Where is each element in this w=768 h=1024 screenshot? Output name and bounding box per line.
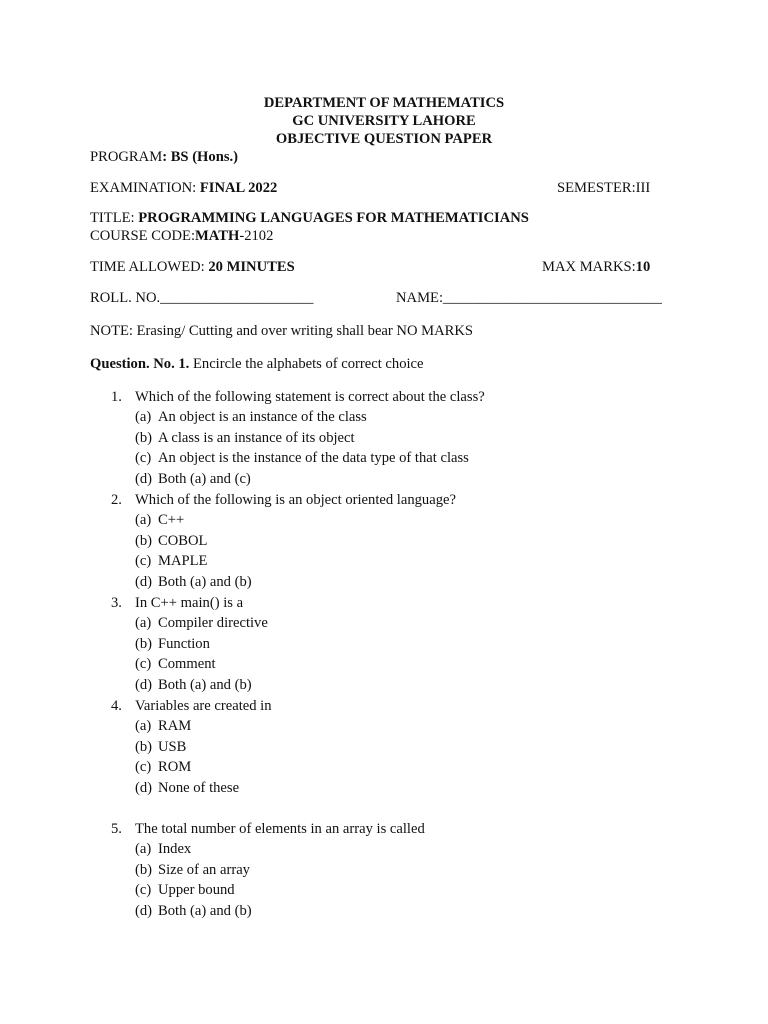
question-item — [111, 819, 425, 840]
option-label: (a) — [135, 409, 152, 426]
option-item — [135, 634, 210, 655]
examination-line — [90, 179, 277, 197]
option-item — [135, 880, 235, 901]
option-text: Upper bound — [158, 882, 235, 899]
course-code-bold: MATH — [195, 228, 240, 244]
option-text: RAM — [158, 718, 192, 735]
option-label: (b) — [135, 429, 153, 446]
program-value: : BS (Hons.) — [162, 149, 239, 165]
course-code-rest: -2102 — [239, 228, 274, 244]
examination-label: EXAMINATION: — [90, 180, 200, 196]
examination-value: FINAL 2022 — [199, 180, 278, 196]
option-item — [135, 901, 252, 922]
option-label: (a) — [135, 718, 152, 735]
option-text: COBOL — [158, 532, 208, 549]
option-item — [135, 448, 469, 469]
option-item — [135, 531, 207, 552]
course-code-line — [90, 227, 273, 245]
program-label: PROGRAM — [90, 149, 163, 165]
question-item — [111, 593, 243, 614]
paper-heading: OBJECTIVE QUESTION PAPER — [275, 131, 493, 147]
title-label: TITLE: — [90, 210, 139, 226]
name-field: NAME:______________________________ — [396, 290, 662, 306]
question-item — [111, 490, 456, 511]
question-number: 4. — [111, 697, 122, 714]
max-marks-value: 10 — [635, 259, 651, 275]
option-item — [135, 428, 355, 449]
title-value: PROGRAMMING LANGUAGES FOR MATHEMATICIANS — [138, 210, 529, 226]
option-label: (b) — [135, 861, 153, 878]
option-text: Both (a) and (b) — [158, 902, 252, 919]
question-number: 1. — [111, 388, 122, 405]
option-item — [135, 407, 367, 428]
title-line — [90, 209, 529, 227]
semester-text: SEMESTER:III — [557, 180, 651, 196]
option-label: (d) — [135, 573, 153, 590]
question-text: In C++ main() is a — [135, 594, 244, 611]
option-item — [135, 675, 252, 696]
question-item — [111, 387, 485, 408]
question-heading-number: Question. No. 1. — [90, 356, 190, 372]
university-heading: GC UNIVERSITY LAHORE — [292, 113, 476, 129]
option-label: (b) — [135, 635, 153, 652]
question-number: 5. — [111, 820, 122, 837]
option-text: C++ — [158, 512, 185, 529]
option-text: USB — [158, 738, 187, 755]
note-text: NOTE: Erasing/ Cutting and over writing shall bear NO MARKS — [90, 323, 474, 339]
option-text: Both (a) and (b) — [158, 676, 252, 693]
roll-no-field: ROLL. NO._____________________ — [90, 290, 314, 306]
question-number: 2. — [111, 491, 122, 508]
option-text: Size of an array — [158, 861, 250, 878]
question-item — [111, 696, 272, 717]
max-marks-line — [542, 258, 650, 276]
option-text: MAPLE — [158, 553, 208, 570]
option-label: (a) — [135, 841, 152, 858]
option-item — [135, 737, 186, 758]
option-item — [135, 510, 184, 531]
question-number: 3. — [111, 594, 122, 611]
option-item — [135, 716, 191, 737]
option-label: (a) — [135, 615, 152, 632]
option-label: (b) — [135, 532, 153, 549]
option-text: Index — [158, 841, 192, 858]
max-marks-label: MAX MARKS: — [542, 259, 636, 275]
option-label: (c) — [135, 882, 152, 899]
option-text: An object is an instance of the class — [158, 409, 367, 426]
option-label: (d) — [135, 902, 153, 919]
option-item — [135, 757, 191, 778]
option-label: (d) — [135, 470, 153, 487]
option-label: (c) — [135, 553, 152, 570]
option-label: (d) — [135, 779, 153, 796]
option-label: (d) — [135, 676, 153, 693]
option-item — [135, 469, 251, 490]
option-item — [135, 613, 268, 634]
option-item — [135, 572, 252, 593]
option-item — [135, 860, 250, 881]
option-text: Both (a) and (c) — [158, 470, 251, 487]
option-item — [135, 778, 239, 799]
option-text: Both (a) and (b) — [158, 573, 252, 590]
option-text: None of these — [158, 779, 240, 796]
option-item — [135, 654, 216, 675]
option-item — [135, 551, 207, 572]
question-heading — [90, 355, 424, 373]
option-text: Compiler directive — [158, 615, 268, 632]
question-text: The total number of elements in an array is called — [135, 820, 425, 837]
time-allowed-line — [90, 258, 295, 276]
department-heading: DEPARTMENT OF MATHEMATICS — [263, 95, 505, 111]
option-text: An object is the instance of the data type of that class — [158, 450, 469, 467]
option-text: A class is an instance of its object — [158, 429, 355, 446]
question-text: Which of the following statement is correct about the class? — [135, 388, 485, 405]
question-text: Which of the following is an object oriented language? — [135, 491, 456, 508]
program-line — [90, 148, 238, 166]
option-label: (a) — [135, 512, 152, 529]
course-code-label: COURSE CODE: — [90, 228, 196, 244]
option-label: (c) — [135, 759, 152, 776]
time-allowed-label: TIME ALLOWED: — [90, 259, 209, 275]
option-item — [135, 839, 191, 860]
option-text: Function — [158, 635, 210, 652]
question-heading-instruction: Encircle the alphabets of correct choice — [189, 356, 424, 372]
option-label: (c) — [135, 450, 152, 467]
time-allowed-value: 20 MINUTES — [208, 259, 295, 275]
option-label: (c) — [135, 656, 152, 673]
question-text: Variables are created in — [135, 697, 272, 714]
option-text: Comment — [158, 656, 216, 673]
option-label: (b) — [135, 738, 153, 755]
option-text: ROM — [158, 759, 192, 776]
